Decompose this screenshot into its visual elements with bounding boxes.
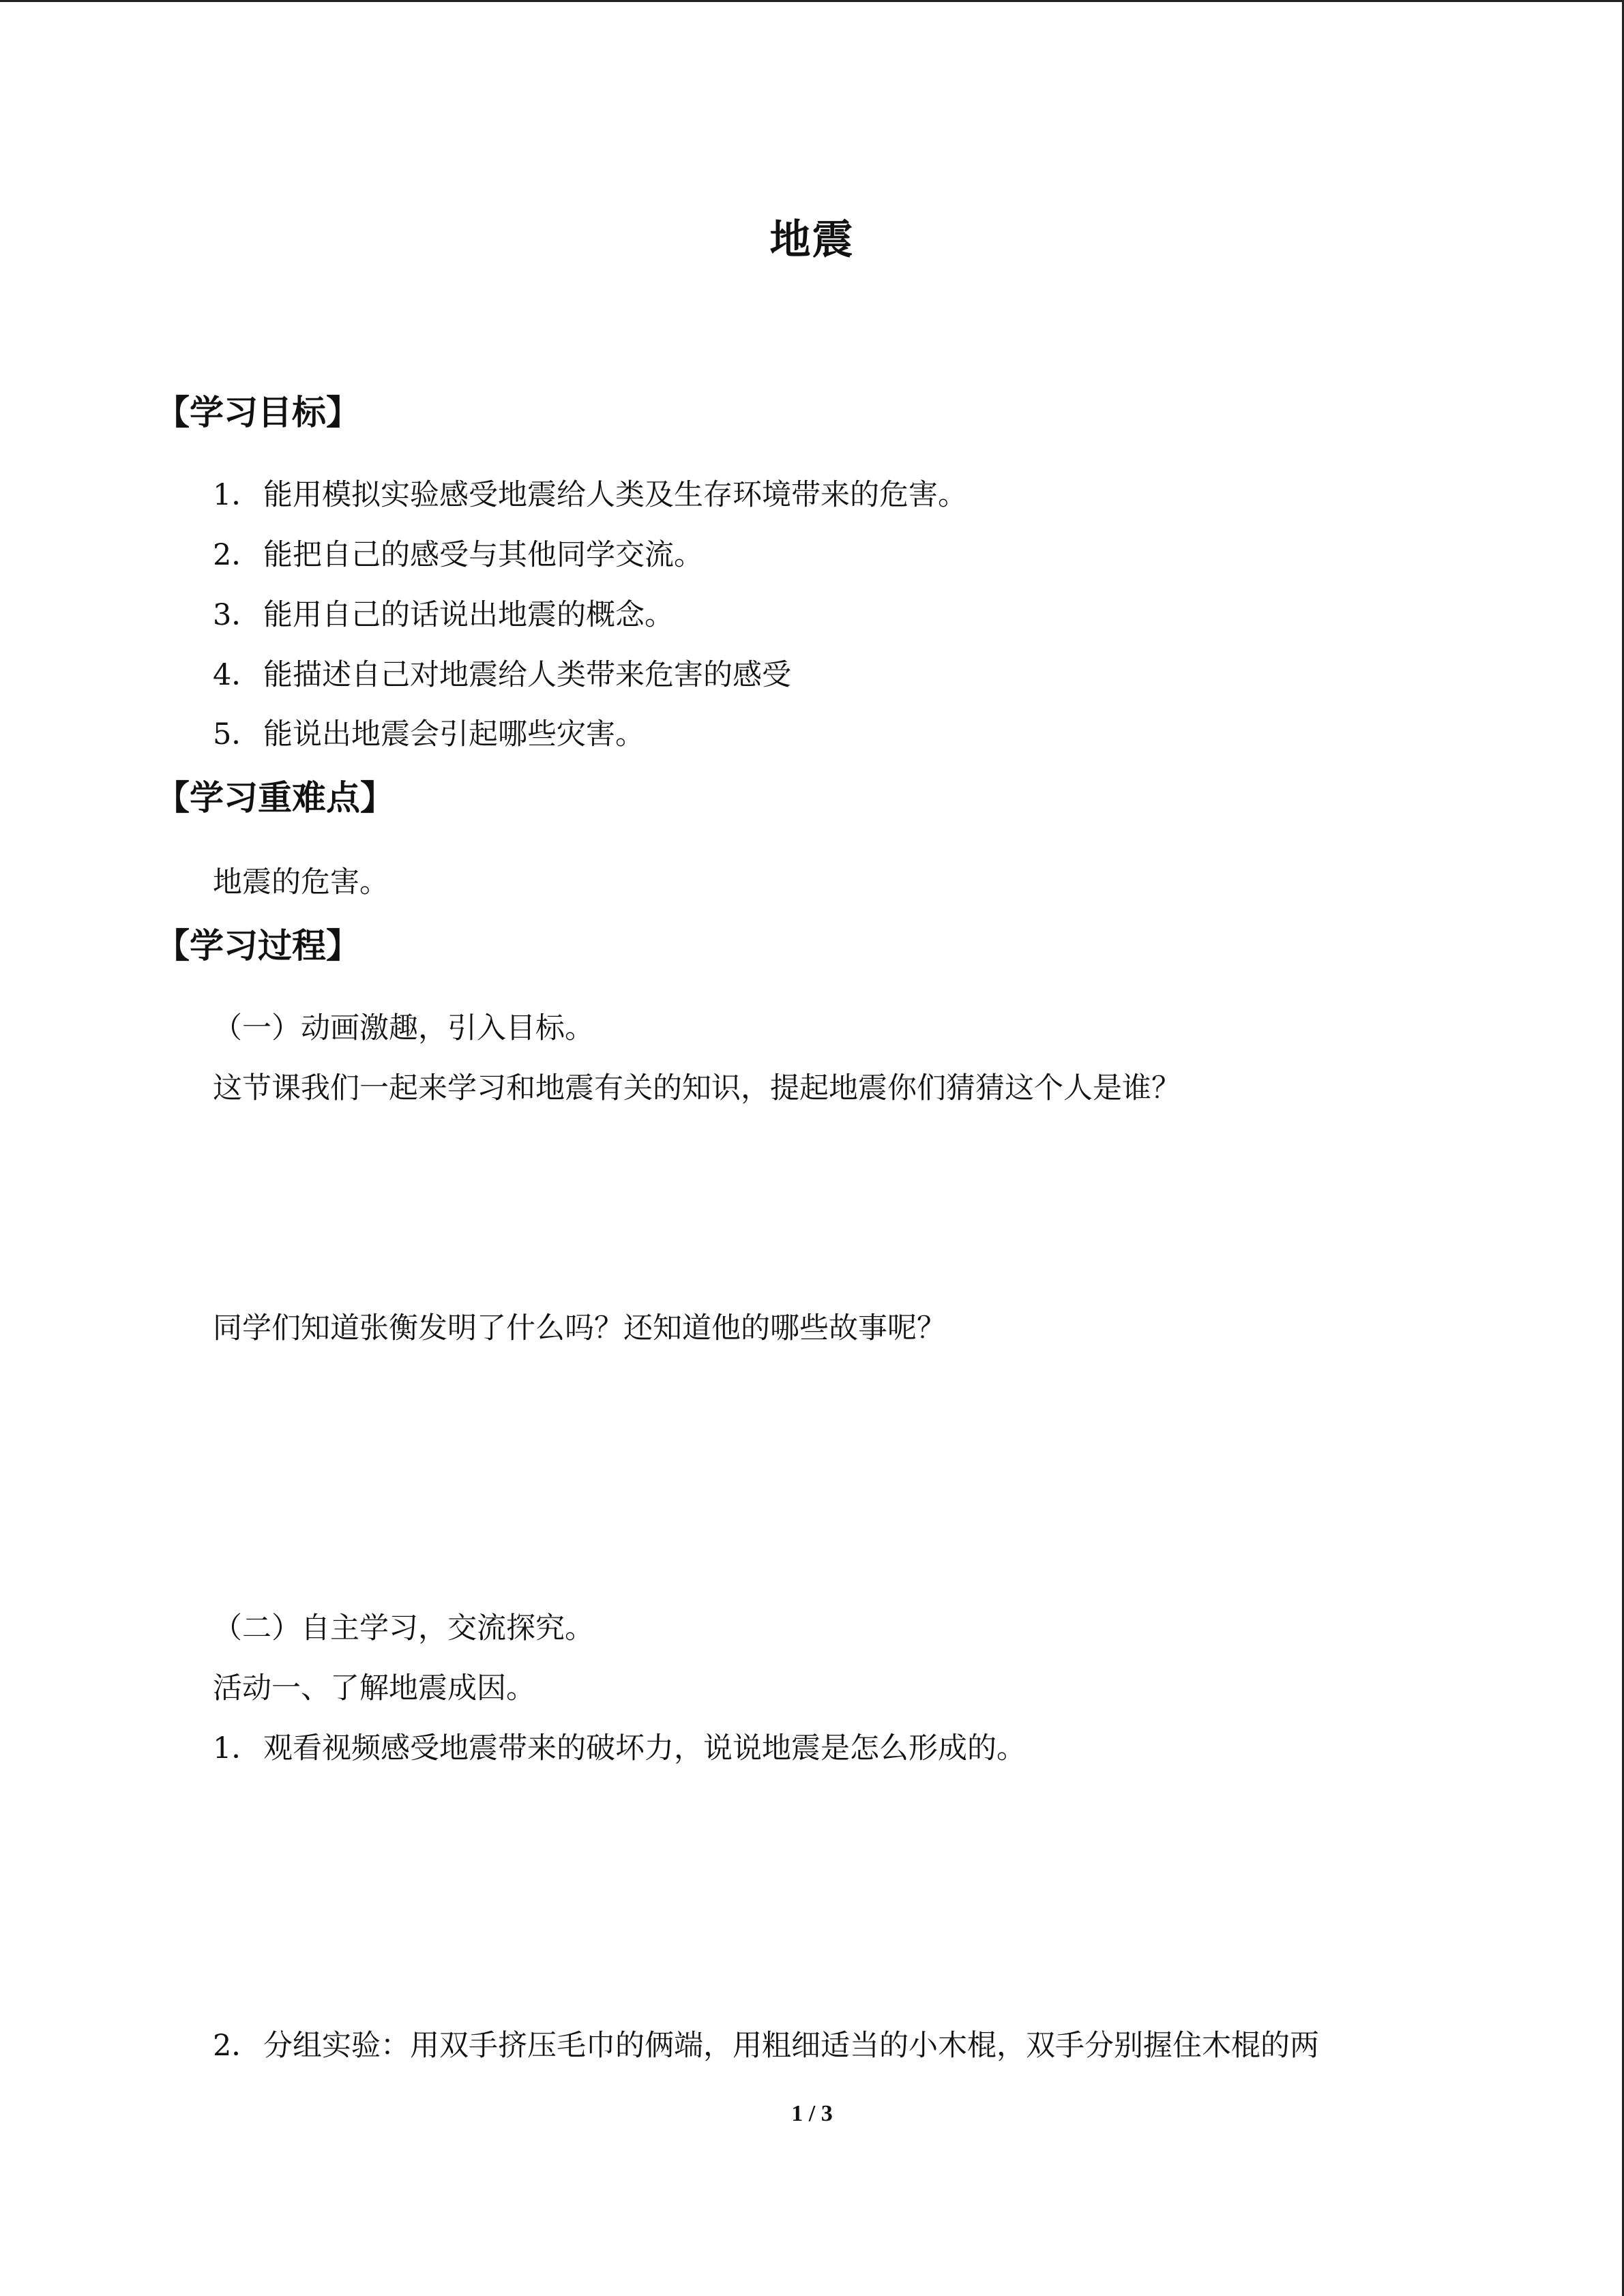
objective-number: 2．	[213, 538, 261, 572]
objective-item-4	[213, 655, 791, 696]
process-part1-question-1: 这节课我们一起来学习和地震有关的知识，提起地震你们猜猜这个人是谁？	[213, 1071, 1181, 1105]
objective-item-5	[213, 714, 645, 755]
objective-text: 能说出地震会引起哪些灾害。	[263, 717, 645, 751]
process-part1-title: （一）动画激趣，引入目标。	[213, 1011, 594, 1045]
objective-number: 3．	[213, 598, 261, 632]
objective-text: 能描述自己对地震给人类带来危害的感受	[263, 658, 791, 692]
heading-objectives: 【学习目标】	[156, 393, 360, 432]
page-top-border	[0, 0, 1624, 2]
step-number: 2．	[213, 2029, 261, 2063]
objective-item-2	[213, 535, 703, 576]
heading-process: 【学习过程】	[156, 926, 360, 966]
process-part2-title: （二）自主学习，交流探究。	[213, 1611, 594, 1645]
objective-item-3	[213, 595, 674, 636]
activity-step-2	[213, 2025, 1319, 2066]
document-title: 地震	[769, 216, 855, 264]
objective-text: 能用自己的话说出地震的概念。	[263, 598, 674, 632]
step-number: 1．	[213, 1731, 261, 1765]
activity-step-1	[213, 1728, 1026, 1769]
page-number: 1 / 3	[791, 2101, 833, 2126]
objective-number: 4．	[213, 658, 261, 692]
step-text: 分组实验：用双手挤压毛巾的俩端，用粗细适当的小木棍，双手分别握住木棍的两	[263, 2029, 1319, 2063]
objective-number: 5．	[213, 717, 261, 751]
objective-item-1	[213, 475, 967, 516]
heading-key-points: 【学习重难点】	[156, 778, 394, 818]
key-point-text: 地震的危害。	[213, 865, 389, 899]
process-part1-question-2: 同学们知道张衡发明了什么吗？还知道他的哪些故事呢？	[213, 1311, 946, 1345]
objective-text: 能用模拟实验感受地震给人类及生存环境带来的危害。	[263, 478, 967, 512]
objective-number: 1．	[213, 478, 261, 512]
step-text: 观看视频感受地震带来的破坏力，说说地震是怎么形成的。	[263, 1731, 1026, 1765]
activity1-title: 活动一、了解地震成因。	[213, 1671, 535, 1705]
objective-text: 能把自己的感受与其他同学交流。	[263, 538, 703, 572]
